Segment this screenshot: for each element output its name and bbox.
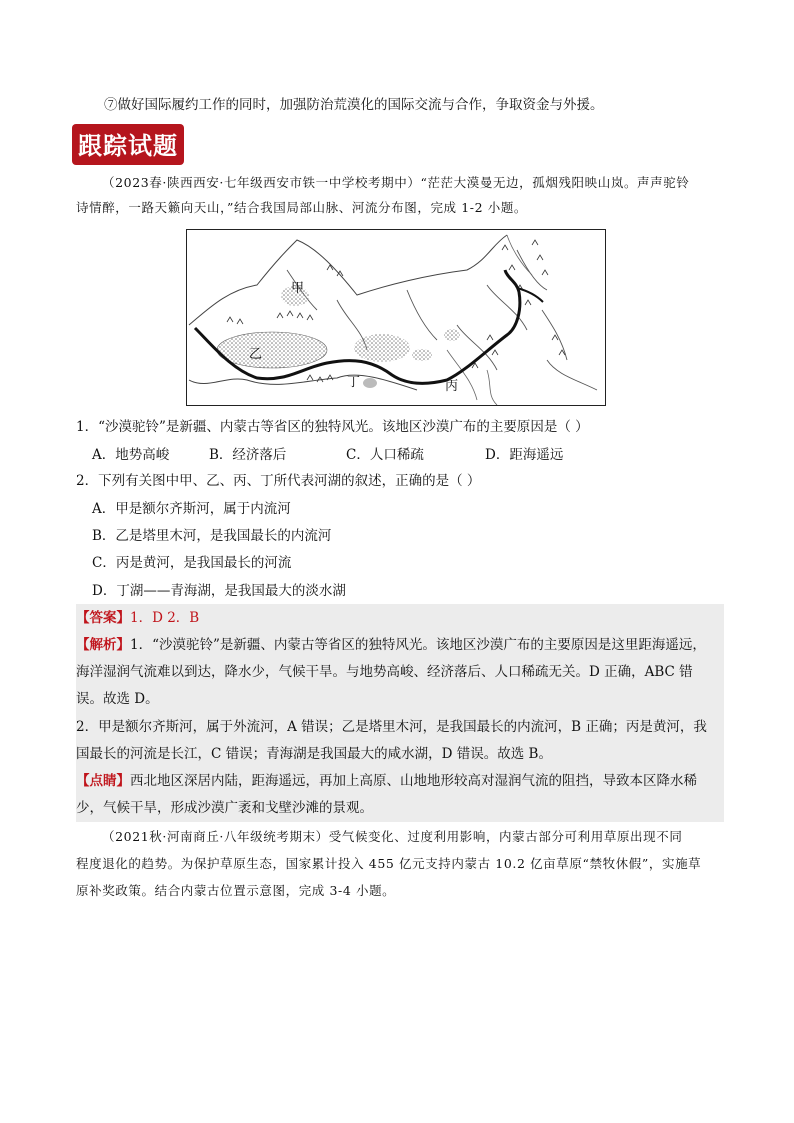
q1-option-d: D．距海遥远: [485, 447, 564, 463]
source-line-2: 诗情醉，一路天籁向天山，”结合我国局部山脉、河流分布图，完成 1-2 小题。: [76, 200, 528, 215]
analysis-line-3: 误。故选 D。: [76, 691, 159, 707]
pointer-text-1: 西北地区深居内陆，距海遥远，再加上高原、山地地形较高对湿润气流的阻挡，导致本区降水稀: [130, 773, 697, 789]
source2-line-2: 程度退化的趋势。为保护草原生态，国家累计投入 455 亿元支持内蒙古 10.2 亿亩草原“禁牧休假”，实施草: [76, 856, 702, 871]
pointer-tag: 【点睛】: [76, 773, 130, 789]
china-map: [186, 229, 606, 406]
highlighted-river: [195, 270, 520, 383]
answer-tag: 【答案】: [76, 610, 130, 626]
badain-desert: [354, 334, 410, 362]
analysis-line-5: 国最长的河流是长江，C 错误；青海湖是我国最大的咸水湖，D 错误。故选 B。: [76, 746, 552, 762]
analysis-text-1: 1．“沙漠驼铃”是新疆、内蒙古等省区的独特风光。该地区沙漠广布的主要原因是这里距海遥远，: [130, 637, 706, 653]
intro-line: ⑦做好国际履约工作的同时，加强防治荒漠化的国际交流与合作，争取资金与外援。: [104, 97, 604, 113]
q2-option-d: D．丁湖——青海湖，是我国最大的淡水湖: [92, 583, 346, 599]
label-jia: 甲: [291, 281, 305, 296]
analysis-line-4: 2．甲是额尔齐斯河，属于外流河，A 错误；乙是塔里木河，是我国最长的内流河，B 正确；丙是黄河，我: [76, 719, 707, 735]
analysis-tag: 【解析】: [76, 637, 130, 653]
pointer-line-1: [76, 770, 697, 792]
answer-text: 1．D 2．B: [130, 610, 200, 626]
province-lines: [287, 250, 597, 390]
source-line-1: （2023春·陕西西安·七年级西安市铁一中学校考期中）“茫茫大漠曼无边，孤烟残阳映山岚。声声驼铃: [102, 175, 690, 190]
pointer-line-2: 少，气候干旱，形成沙漠广袤和戈壁沙滩的景观。: [76, 800, 373, 816]
q2-option-b: B．乙是塔里木河，是我国最长的内流河: [92, 528, 332, 544]
tengger-desert: [412, 349, 432, 361]
analysis-line-1: [76, 634, 706, 656]
label-bing: 丙: [445, 379, 459, 394]
label-ding: 丁: [347, 375, 361, 390]
answer-line: [76, 607, 199, 629]
source2-line-1: （2021秋·河南商丘·八年级统考期末）受气候变化、过度利用影响，内蒙古部分可利用草原出现不同: [102, 829, 683, 844]
question-1-stem: 1．“沙漠驼铃”是新疆、内蒙古等省区的独特风光。该地区沙漠广布的主要原因是（ ）: [76, 419, 589, 435]
minor-lines: [447, 235, 532, 405]
source2-line-3: 原补奖政策。结合内蒙古位置示意图，完成 3-4 小题。: [76, 883, 396, 898]
question-2-stem: 2．下列有关图中甲、乙、丙、丁所代表河湖的叙述，正确的是（ ）: [76, 473, 481, 489]
mu-us-desert: [444, 329, 460, 341]
q1-option-c: C．人口稀疏: [346, 447, 424, 463]
map-svg: [187, 230, 606, 406]
qinghai-lake: [363, 378, 377, 388]
border-north: [189, 235, 507, 325]
border-south: [189, 375, 417, 390]
q1-option-a: A．地势高峻: [92, 447, 170, 463]
label-yi: 乙: [249, 347, 263, 362]
q1-option-b: B．经济落后: [209, 447, 287, 463]
section-tag: 跟踪试题: [72, 124, 184, 165]
q2-option-c: C．丙是黄河，是我国最长的河流: [92, 555, 292, 571]
q2-option-a: A．甲是额尔齐斯河，属于内流河: [92, 501, 291, 517]
analysis-line-2: 海洋湿润气流难以到达，降水少，气候干旱。与地势高峻、经济落后、人口稀疏无关。D 正确，ABC 错: [76, 664, 693, 680]
taklamakan-desert: [217, 332, 327, 368]
